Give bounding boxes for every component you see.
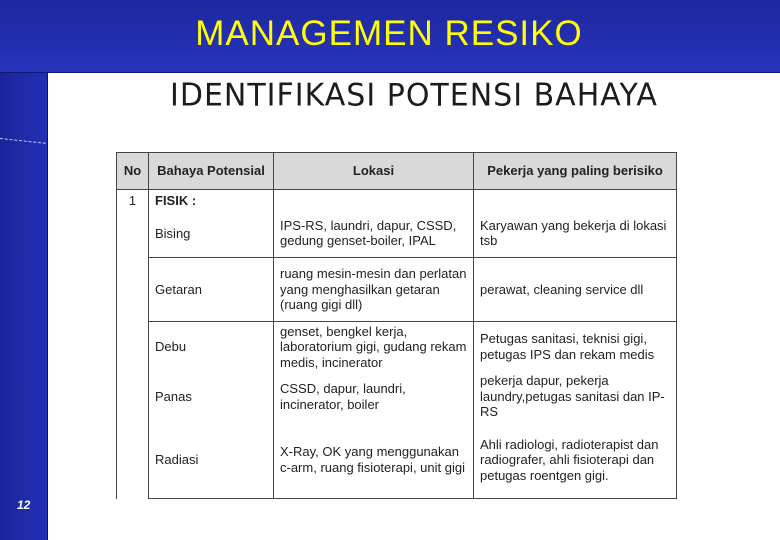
slide-title: MANAGEMEN RESIKO xyxy=(195,14,583,53)
hazard-cell: Debu xyxy=(149,322,274,372)
hazard-table xyxy=(116,152,677,499)
table-row xyxy=(117,210,677,258)
worker-cell: Karyawan yang bekerja di lokasi tsb xyxy=(474,210,677,258)
location-cell: IPS-RS, laundri, dapur, CSSD, gedung genset-boiler, IPAL xyxy=(274,210,474,258)
location-cell: ruang mesin-mesin dan perlatan yang menghasilkan getaran (ruang gigi dll) xyxy=(274,258,474,322)
table-row xyxy=(117,258,677,322)
worker-cell: pekerja dapur, pekerja laundry,petugas sanitasi dan IP-RS xyxy=(474,372,677,422)
worker-cell: Petugas sanitasi, teknisi gigi, petugas IPS dan rekam medis xyxy=(474,322,677,372)
page-number: 12 xyxy=(17,498,31,512)
header-no: No xyxy=(117,153,149,190)
table-row xyxy=(117,372,677,422)
table-row xyxy=(117,322,677,372)
header-worker: Pekerja yang paling berisiko xyxy=(474,153,677,190)
header-hazard: Bahaya Potensial xyxy=(149,153,274,190)
worker-cell: Ahli radiologi, radioterapist dan radiografer, ahli fisioterapi dan petugas roentgen gigi. xyxy=(474,422,677,499)
location-cell: genset, bengkel kerja, laboratorium gigi, gudang rekam medis, incinerator xyxy=(274,322,474,372)
table-row-category xyxy=(117,190,677,210)
worker-cell: perawat, cleaning service dll xyxy=(474,258,677,322)
slide-subtitle: IDENTIFIKASI POTENSI BAHAYA xyxy=(170,77,658,114)
hazard-cell: Radiasi xyxy=(149,422,274,499)
left-rail xyxy=(0,0,48,540)
location-cell: X-Ray, OK yang menggunakan c-arm, ruang fisioterapi, unit gigi xyxy=(274,422,474,499)
category-label: FISIK : xyxy=(149,190,274,210)
header-location: Lokasi xyxy=(274,153,474,190)
hazard-cell: Panas xyxy=(149,372,274,422)
location-cell: CSSD, dapur, laundri, incinerator, boiler xyxy=(274,372,474,422)
table-row xyxy=(117,422,677,499)
hazard-cell: Bising xyxy=(149,210,274,258)
hazard-cell: Getaran xyxy=(149,258,274,322)
table-header-row xyxy=(117,153,677,190)
row-number: 1 xyxy=(117,190,149,499)
